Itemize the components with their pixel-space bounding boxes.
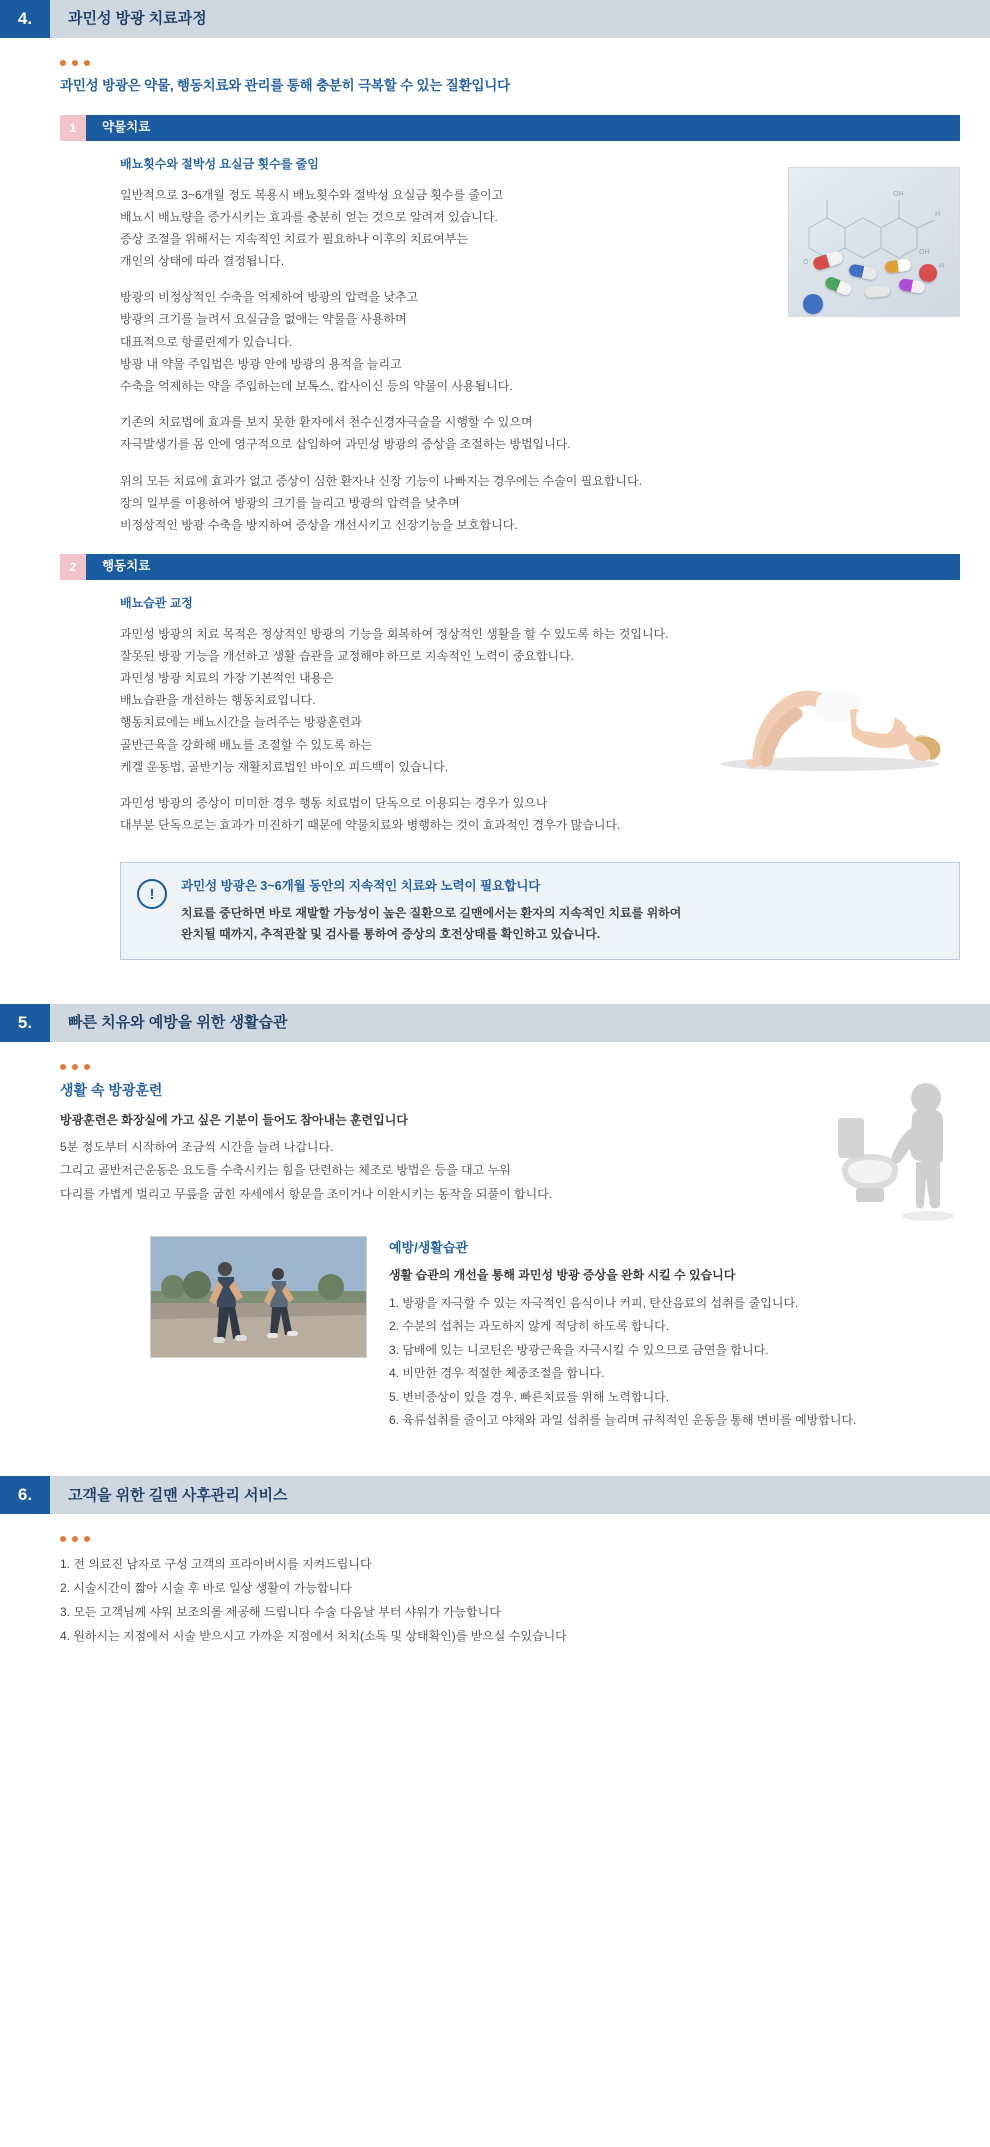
prevention-row <box>150 1236 960 1432</box>
exclamation-icon: ! <box>137 879 167 909</box>
text-line: 대부분 단독으로는 효과가 미진하기 때문에 약물치료와 병행하는 것이 효과적인 경우가 많습니다. <box>120 818 621 833</box>
list-item: 2. 시술시간이 짧아 시술 후 바로 일상 생활이 가능합니다 <box>60 1581 352 1596</box>
text-line: 방광의 비정상적인 수축을 억제하여 방광의 압력을 낮추고 <box>120 290 419 305</box>
section-header-5 <box>0 1004 990 1042</box>
drug-therapy-paragraph-4 <box>120 470 960 537</box>
pill-icon <box>803 294 823 314</box>
text-line: 과민성 방광의 치료 목적은 정상적인 방광의 기능을 회복하여 정상적인 생활을 할 수 있도록 하는 것입니다. <box>120 626 669 641</box>
text-line: 대표적으로 항콜린제가 있습니다. <box>120 334 293 349</box>
spacer <box>60 960 960 1004</box>
text-line: 개인의 상태에 따라 결정됩니다. <box>120 254 285 269</box>
dot-icon <box>72 1536 78 1542</box>
list-item: 1. 방광을 자극할 수 있는 자극적인 음식이나 커피, 탄산음료의 섭취를 줄입니다. <box>389 1295 799 1310</box>
list-item: 3. 담배에 있는 니코틴은 방광근육을 자극시킬 수 있으므로 금연을 합니다. <box>389 1342 769 1357</box>
section-header-6 <box>0 1476 990 1514</box>
text-line: 다리를 가볍게 벌리고 무릎을 굽힌 자세에서 항문을 조이거나 이완시키는 동작을 되풀이 합니다. <box>60 1186 553 1201</box>
toilet-figure-image <box>830 1074 970 1224</box>
text-line: 방광의 크기를 늘려서 요실금을 없애는 약물을 사용하며 <box>120 312 407 327</box>
list-item: 2. 수분의 섭취는 과도하지 않게 적당히 하도록 합니다. <box>389 1319 670 1334</box>
section-5-content <box>0 1064 990 1477</box>
text-line: 방광 내 약물 주입법은 방광 안에 방광의 용적을 늘리고 <box>120 356 402 371</box>
text-line: 자극발생기를 몸 안에 영구적으로 삽입하여 과민성 방광의 증상을 조절하는 방법입니다. <box>120 437 571 452</box>
dots-decoration <box>60 60 960 66</box>
runners-illustration-icon <box>151 1237 366 1357</box>
list-item: 4. 비만한 경우 적절한 체중조절을 합니다. <box>389 1366 605 1381</box>
text-line: 과민성 방광의 증상이 미미한 경우 행동 치료법이 단독으로 이용되는 경우가 있으나 <box>120 796 548 811</box>
text-line: 일반적으로 3~6개월 정도 복용시 배뇨횟수와 절박성 요실금 횟수를 줄이고 <box>120 187 504 202</box>
prevention-title: 예방/생활습관 <box>389 1240 468 1256</box>
section-4-lead: 과민성 방광은 약물, 행동치료와 관리를 통해 충분히 극복할 수 있는 질환입니다 <box>60 78 510 93</box>
list-item: 5. 변비증상이 있을 경우, 빠른치료를 위해 노력합니다. <box>389 1389 670 1404</box>
behavior-therapy-body <box>60 580 960 836</box>
text-line: 과민성 방광 치료의 가장 기본적인 내용은 <box>120 671 334 686</box>
dot-icon <box>72 1064 78 1070</box>
person-at-toilet-icon <box>830 1074 970 1224</box>
text-line: 완치될 때까지, 추적관찰 및 검사를 통하여 증상의 호전상태를 확인하고 있습니다. <box>181 926 601 941</box>
drug-therapy-paragraph-3 <box>120 411 960 455</box>
text-line: 골반근육을 강화해 배뇨를 조절할 수 있도록 하는 <box>120 737 372 752</box>
drug-therapy-body <box>60 141 960 536</box>
svg-text:O: O <box>803 257 809 266</box>
aftercare-list <box>60 1552 960 1648</box>
svg-text:H: H <box>939 261 945 270</box>
chemistry-pills-image <box>788 167 960 317</box>
prevention-subtitle: 생활 습관의 개선을 통해 과민성 방광 증상을 완화 시킬 수 있습니다 <box>389 1268 736 1283</box>
notice-text <box>181 903 681 945</box>
subsection-header-drug-therapy <box>60 115 960 141</box>
subsection-title: 행동치료 <box>86 554 960 580</box>
section-5-bold-line: 방광훈련은 화장실에 가고 싶은 기분이 들어도 참아내는 훈련입니다 <box>60 1113 408 1128</box>
dot-icon <box>84 1064 90 1070</box>
dot-icon <box>84 1536 90 1542</box>
spacer <box>60 1432 960 1476</box>
section-number: 4. <box>0 0 50 38</box>
svg-text:H: H <box>935 209 941 218</box>
prevention-list <box>389 1292 856 1432</box>
notice-content <box>181 877 681 944</box>
text-line: 케겔 운동법, 골반기능 재활치료법인 바이오 피드백이 있습니다. <box>120 759 449 774</box>
svg-text:OH: OH <box>893 189 904 198</box>
section-5-lines <box>60 1136 960 1206</box>
section-4-content <box>0 60 990 1004</box>
text-line: 증상 조절을 위해서는 지속적인 치료가 필요하나 이후의 치료여부는 <box>120 231 468 246</box>
section-header-4 <box>0 0 990 38</box>
subsection-number: 1 <box>60 115 86 141</box>
dots-decoration <box>60 1536 960 1542</box>
section-5-heading: 생활 속 방광훈련 <box>60 1081 163 1098</box>
section-title: 고객을 위한 길맨 사후관리 서비스 <box>50 1476 990 1514</box>
text-line: 잘못된 방광 기능을 개선하고 생활 습관을 교정해야 하므로 지속적인 노력이 중요합니다. <box>120 648 574 663</box>
list-item: 1. 전 의료진 남자로 구성 고객의 프라이버시를 지켜드립니다 <box>60 1557 372 1572</box>
prevention-text <box>389 1236 856 1432</box>
dot-icon <box>84 60 90 66</box>
svg-text:OH: OH <box>919 247 930 256</box>
notice-box <box>120 862 960 959</box>
behavior-therapy-paragraph-2 <box>120 792 960 836</box>
dot-icon <box>60 60 66 66</box>
section-title: 과민성 방광 치료과정 <box>50 0 990 38</box>
dot-icon <box>60 1536 66 1542</box>
list-item: 4. 원하시는 지점에서 시술 받으시고 가까운 지점에서 처치(소독 및 상태확인)를 받으실 수있습니다 <box>60 1629 567 1644</box>
text-line: 기존의 치료법에 효과를 보지 못한 환자에서 천수신경자극술을 시행할 수 있으며 <box>120 415 533 430</box>
pill-icon <box>919 264 937 282</box>
text-line: 치료를 중단하면 바로 재발할 가능성이 높은 질환으로 길맨에서는 환자의 지속적인 치료를 위하여 <box>181 905 682 920</box>
dots-decoration <box>60 1064 960 1070</box>
section-title: 빠른 치유와 예방을 위한 생활습관 <box>50 1004 990 1042</box>
exercise-photo <box>700 640 950 775</box>
list-item: 3. 모든 고객님께 샤워 보조의롤 제공해 드립니다 수술 다음날 부터 샤워가 가능합니다 <box>60 1605 501 1620</box>
section-6-content <box>0 1536 990 1648</box>
text-line: 위의 모든 치료에 효과가 없고 증상이 심한 환자나 신장 기능이 나빠지는 경우에는 수술이 필요합니다. <box>120 473 642 488</box>
text-line: 수축을 억제하는 약을 주입하는데 보톡스, 캅사이신 등의 약물이 사용됩니다. <box>120 379 513 394</box>
subsection-header-behavior-therapy <box>60 554 960 580</box>
subsection-title: 약물치료 <box>86 115 960 141</box>
list-item: 6. 육류섭취를 줄이고 야채와 과일 섭취를 늘리며 규칙적인 운동을 통해 변비를 예방합니다. <box>389 1412 857 1427</box>
running-photo <box>150 1236 367 1358</box>
text-line: 장의 일부를 이용하여 방광의 크기를 늘리고 방광의 압력을 낮추며 <box>120 495 460 510</box>
bridge-exercise-illustration-icon <box>700 640 950 775</box>
behavior-therapy-subtitle: 배뇨습관 교정 <box>120 596 193 611</box>
pill-icon <box>865 285 891 298</box>
dot-icon <box>60 1064 66 1070</box>
section-number: 6. <box>0 1476 50 1514</box>
text-line: 그리고 골반저근운동은 요도를 수축시키는 힘을 단련하는 체조로 방법은 등을 대고 누워 <box>60 1163 511 1178</box>
section-number: 5. <box>0 1004 50 1042</box>
subsection-number: 2 <box>60 554 86 580</box>
text-line: 배뇨시 배뇨량을 증가시키는 효과를 충분히 얻는 것으로 알려져 있습니다. <box>120 209 498 224</box>
text-line: 비정상적인 방광 수축을 방지하여 증상을 개선시키고 신장기능을 보호합니다. <box>120 517 518 532</box>
text-line: 5분 정도부터 시작하여 조금씩 시간을 늘려 나갑니다. <box>60 1140 334 1155</box>
drug-therapy-subtitle: 배뇨횟수와 절박성 요실금 횟수를 줄임 <box>120 156 319 171</box>
text-line: 배뇨습관을 개선하는 행동치료입니다. <box>120 693 316 708</box>
text-line: 행동치료에는 배뇨시간을 늘려주는 방광훈련과 <box>120 715 362 730</box>
notice-title: 과민성 방광은 3~6개월 동안의 지속적인 치료와 노력이 필요합니다 <box>181 879 541 894</box>
dot-icon <box>72 60 78 66</box>
